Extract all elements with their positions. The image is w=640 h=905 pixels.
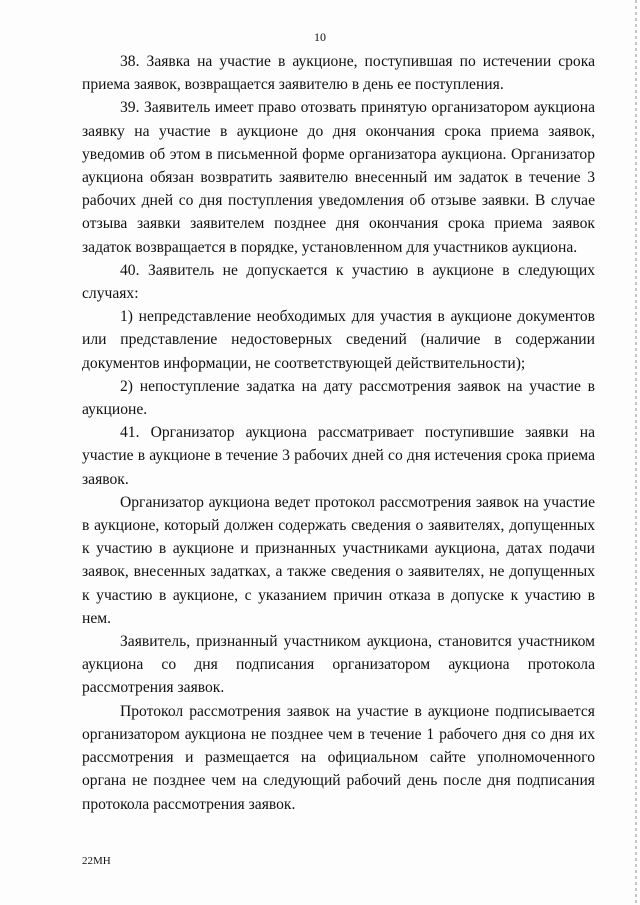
paragraph-40-item-1: 1) непредставление необходимых для участия в аукционе документов или представление недостоверных сведений (наличие в содержании документов информации, не соответствующей действительности);: [82, 308, 595, 372]
paragraph-40: 40. Заявитель не допускается к участию в аукционе в следующих случаях:: [82, 261, 595, 303]
paragraph-41-participant: Заявитель, признанный участником аукциона, становится участником аукциона со дня подписания организатором аукциона протокола рассмотрения заявок.: [82, 633, 595, 697]
paragraph-38: 38. Заявка на участие в аукционе, поступившая по истечении срока приема заявок, возвращается заявителю в день ее поступления.: [82, 53, 595, 94]
paragraph-39: 39. Заявитель имеет право отозвать принятую организатором аукциона заявку на участие в аукционе до дня окончания срока приема заявок, уведомив об этом в письменной форме организатора аукциона. Организатор аукциона обязан возвратить заявителю внесенный им задаток в течение 3 рабочих дней со дня поступления уведомления об отзыве заявки. В случае отзыва заявки заявителем позднее дня окончания срока приема заявок задаток возвращается в порядке, установленном для участников аукциона.: [82, 99, 595, 256]
paragraph-40-item-2: 2) непоступление задатка на дату рассмотрения заявок на участие в аукционе.: [82, 377, 595, 419]
document-body: [82, 50, 595, 816]
scan-edge: [635, 0, 637, 905]
paragraph-41: 41. Организатор аукциона рассматривает поступившие заявки на участие в аукционе в течение 3 рабочих дней со дня истечения срока приема заявок.: [82, 424, 595, 488]
footer-code: 22МН: [82, 855, 111, 867]
page-number: 10: [314, 30, 326, 44]
paragraph-41-protocol: Организатор аукциона ведет протокол рассмотрения заявок на участие в аукционе, который должен содержать сведения о заявителях, допущенных к участию в аукционе и признанных участниками аукциона, датах подачи заявок, внесенных задатках, а также сведения о заявителях, не допущенных к участию в аукционе, с указанием причин отказа в допуске к участию в нем.: [82, 493, 595, 627]
paragraph-41-signing: Протокол рассмотрения заявок на участие в аукционе подписывается организатором аукциона не позднее чем в течение 1 рабочего дня со дня их рассмотрения и размещается на официальном сайте уполномоченного органа не позднее чем на следующий рабочий день после дня подписания протокола рассмотрения заявок.: [82, 702, 595, 813]
